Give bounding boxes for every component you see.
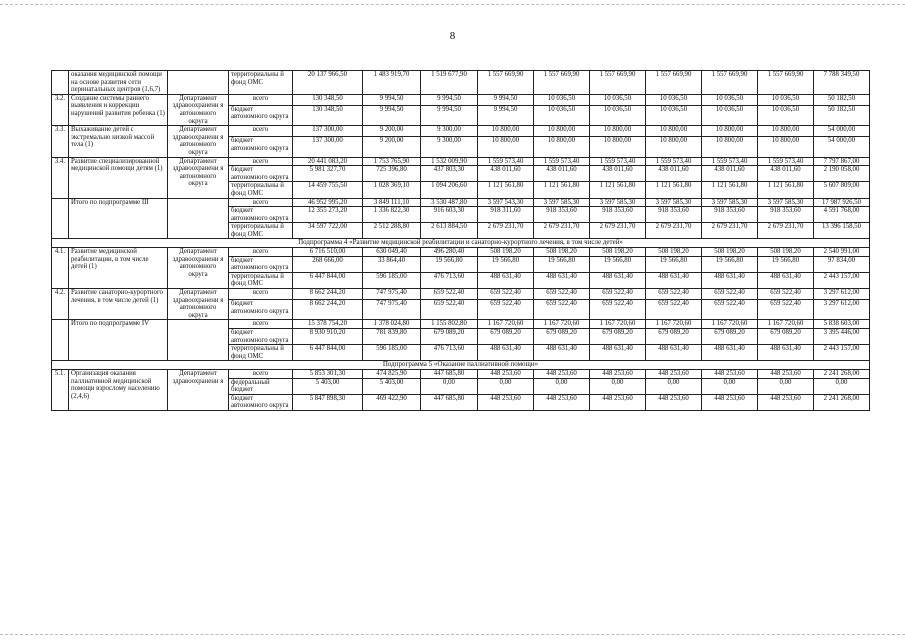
page-number: 8 bbox=[449, 30, 456, 42]
amount-year: 448 253,60 bbox=[534, 369, 590, 378]
funding-source: бюджет автономного округа bbox=[229, 105, 293, 126]
amount-year: 10 800,00 bbox=[534, 126, 590, 137]
funding-source: территориальны й фонд ОМС bbox=[229, 223, 293, 239]
table-row bbox=[52, 248, 870, 257]
amount-year: 448 253,60 bbox=[646, 369, 702, 378]
responsible-department bbox=[168, 71, 229, 95]
amount-year: 659 522,40 bbox=[421, 299, 478, 320]
amount-year: 488 631,40 bbox=[534, 345, 590, 361]
amount-year: 659 522,40 bbox=[702, 299, 758, 320]
responsible-department: Департамент здравоохранени я bbox=[168, 369, 229, 410]
amount-year: 10 036,50 bbox=[590, 105, 646, 126]
amount-year: 488 631,40 bbox=[702, 272, 758, 288]
amount-total: 46 952 995,20 bbox=[293, 198, 363, 207]
funding-source: территориальны й фонд ОМС bbox=[229, 71, 293, 95]
amount-year: 10 800,00 bbox=[590, 126, 646, 137]
amount-year: 1 559 573,40 bbox=[702, 157, 758, 166]
amount-year: 596 185,00 bbox=[363, 272, 421, 288]
amount-year: 2 679 231,70 bbox=[534, 223, 590, 239]
amount-year: 1 559 573,40 bbox=[646, 157, 702, 166]
amount-year: 3 597 543,30 bbox=[478, 198, 534, 207]
amount-year: 9 300,00 bbox=[421, 137, 478, 158]
amount-period: 3 297 612,00 bbox=[814, 289, 870, 300]
amount-year: 1 519 677,90 bbox=[421, 71, 478, 95]
amount-year: 9 994,50 bbox=[478, 105, 534, 126]
amount-year: 1 557 669,90 bbox=[702, 71, 758, 95]
amount-year: 679 089,20 bbox=[646, 329, 702, 345]
amount-year: 1 557 669,90 bbox=[590, 71, 646, 95]
amount-year: 438 011,60 bbox=[702, 166, 758, 182]
amount-year: 9 200,00 bbox=[363, 137, 421, 158]
amount-year: 3 597 585,30 bbox=[534, 198, 590, 207]
amount-year: 448 253,60 bbox=[758, 369, 814, 378]
amount-year: 659 522,40 bbox=[590, 299, 646, 320]
amount-period: 13 396 158,50 bbox=[814, 223, 870, 239]
amount-year: 488 631,40 bbox=[478, 272, 534, 288]
amount-total: 137 300,00 bbox=[293, 126, 363, 137]
amount-year: 437 803,30 bbox=[421, 166, 478, 182]
amount-year: 448 253,60 bbox=[702, 394, 758, 410]
amount-total: 14 459 755,50 bbox=[293, 182, 363, 198]
amount-year: 1 532 009,90 bbox=[421, 157, 478, 166]
amount-year: 0,00 bbox=[478, 378, 534, 394]
amount-total: 5 403,00 bbox=[293, 378, 363, 394]
amount-year: 438 011,60 bbox=[478, 166, 534, 182]
amount-year: 781 839,80 bbox=[363, 329, 421, 345]
amount-year: 488 631,40 bbox=[646, 345, 702, 361]
amount-period: 2 443 157,00 bbox=[814, 345, 870, 361]
amount-year: 488 631,40 bbox=[534, 272, 590, 288]
amount-year: 918 353,60 bbox=[702, 207, 758, 223]
amount-year: 1 121 561,80 bbox=[590, 182, 646, 198]
amount-year: 3 597 585,30 bbox=[590, 198, 646, 207]
amount-total: 20 441 083,20 bbox=[293, 157, 363, 166]
row-number: 5.1. bbox=[52, 369, 69, 410]
budget-table-body bbox=[52, 71, 870, 411]
amount-year: 19 566,80 bbox=[590, 256, 646, 272]
amount-year: 659 522,40 bbox=[646, 299, 702, 320]
amount-year: 19 566,80 bbox=[646, 256, 702, 272]
amount-year: 679 089,20 bbox=[478, 329, 534, 345]
amount-period: 2 443 157,00 bbox=[814, 272, 870, 288]
amount-year: 679 089,20 bbox=[758, 329, 814, 345]
amount-period: 2 241 268,00 bbox=[814, 394, 870, 410]
row-number bbox=[52, 198, 69, 239]
amount-year: 1 557 669,90 bbox=[534, 71, 590, 95]
amount-year: 918 353,60 bbox=[758, 207, 814, 223]
amount-period: 2 241 268,00 bbox=[814, 369, 870, 378]
amount-year: 659 522,40 bbox=[421, 289, 478, 300]
funding-source: всего bbox=[229, 126, 293, 137]
responsible-department bbox=[168, 320, 229, 361]
amount-year: 488 631,40 bbox=[590, 345, 646, 361]
amount-year: 33 864,40 bbox=[363, 256, 421, 272]
responsible-department: Департамент здравоохранени я автономного округа bbox=[168, 248, 229, 289]
amount-year: 19 566,80 bbox=[534, 256, 590, 272]
table-row bbox=[52, 289, 870, 300]
amount-total: 6 716 510,00 bbox=[293, 248, 363, 257]
amount-period: 54 000,00 bbox=[814, 126, 870, 137]
amount-year: 2 679 231,70 bbox=[590, 223, 646, 239]
amount-year: 476 713,60 bbox=[421, 272, 478, 288]
amount-year: 918 311,60 bbox=[478, 207, 534, 223]
amount-year: 916 603,30 bbox=[421, 207, 478, 223]
amount-period: 0,00 bbox=[814, 378, 870, 394]
amount-year: 659 522,40 bbox=[702, 289, 758, 300]
amount-period: 4 591 768,00 bbox=[814, 207, 870, 223]
amount-year: 659 522,40 bbox=[478, 299, 534, 320]
amount-year: 19 566,80 bbox=[758, 256, 814, 272]
funding-source: всего bbox=[229, 320, 293, 329]
row-number: 3.3. bbox=[52, 126, 69, 157]
amount-year: 447 685,80 bbox=[421, 394, 478, 410]
subprogram-title: Подпрограмма 5 «Оказание паллиативной помощи» bbox=[52, 361, 870, 370]
amount-year: 438 011,60 bbox=[758, 166, 814, 182]
amount-year: 1 167 720,60 bbox=[590, 320, 646, 329]
amount-year: 659 522,40 bbox=[646, 289, 702, 300]
row-number: 4.1. bbox=[52, 248, 69, 289]
amount-year: 10 800,00 bbox=[646, 137, 702, 158]
amount-year: 659 522,40 bbox=[534, 299, 590, 320]
funding-source: всего bbox=[229, 289, 293, 300]
funding-source: территориальны й фонд ОМС bbox=[229, 345, 293, 361]
amount-year: 5 403,00 bbox=[363, 378, 421, 394]
amount-year: 2 679 231,70 bbox=[478, 223, 534, 239]
amount-year: 488 631,40 bbox=[702, 345, 758, 361]
amount-year: 679 089,20 bbox=[534, 329, 590, 345]
amount-year: 1 559 573,40 bbox=[758, 157, 814, 166]
subprogram-title: Подпрограмма 4 «Развитие медицинской реабилитации и санаторно-курортного лечения, в том числе детей» bbox=[52, 239, 870, 248]
funding-source: бюджет автономного округа bbox=[229, 137, 293, 158]
amount-period: 3 297 612,00 bbox=[814, 299, 870, 320]
amount-year: 596 185,00 bbox=[363, 345, 421, 361]
funding-source: федеральный бюджет bbox=[229, 378, 293, 394]
amount-year: 508 198,20 bbox=[758, 248, 814, 257]
amount-total: 6 447 844,00 bbox=[293, 345, 363, 361]
amount-total: 137 300,00 bbox=[293, 137, 363, 158]
row-number bbox=[52, 71, 69, 95]
funding-source: территориальны й фонд ОМС bbox=[229, 182, 293, 198]
amount-year: 9 994,50 bbox=[363, 94, 421, 105]
amount-period: 7 788 349,50 bbox=[814, 71, 870, 95]
amount-year: 1 094 206,60 bbox=[421, 182, 478, 198]
amount-year: 488 631,40 bbox=[758, 272, 814, 288]
amount-year: 2 613 884,50 bbox=[421, 223, 478, 239]
amount-period: 50 182,50 bbox=[814, 94, 870, 105]
amount-total: 8 930 910,20 bbox=[293, 329, 363, 345]
amount-year: 3 597 585,30 bbox=[702, 198, 758, 207]
amount-year: 1 559 573,40 bbox=[478, 157, 534, 166]
amount-total: 8 662 244,20 bbox=[293, 289, 363, 300]
amount-year: 448 253,60 bbox=[590, 394, 646, 410]
amount-year: 488 631,40 bbox=[758, 345, 814, 361]
amount-year: 508 198,20 bbox=[478, 248, 534, 257]
funding-source: бюджет автономного округа bbox=[229, 394, 293, 410]
amount-year: 1 167 720,60 bbox=[534, 320, 590, 329]
amount-year: 1 167 720,60 bbox=[478, 320, 534, 329]
amount-year: 10 036,50 bbox=[758, 105, 814, 126]
amount-year: 1 559 573,40 bbox=[590, 157, 646, 166]
amount-year: 10 036,50 bbox=[702, 105, 758, 126]
amount-period: 2 540 991,00 bbox=[814, 248, 870, 257]
amount-period: 3 395 446,00 bbox=[814, 329, 870, 345]
amount-year: 1 378 024,80 bbox=[363, 320, 421, 329]
amount-year: 1 557 669,90 bbox=[758, 71, 814, 95]
funding-source: бюджет автономного округа bbox=[229, 329, 293, 345]
funding-source: бюджет автономного округа bbox=[229, 256, 293, 272]
amount-year: 0,00 bbox=[758, 378, 814, 394]
responsible-department: Департамент здравоохранени я автономного округа bbox=[168, 157, 229, 198]
table-row bbox=[52, 157, 870, 166]
amount-year: 448 253,60 bbox=[646, 394, 702, 410]
amount-year: 918 353,60 bbox=[590, 207, 646, 223]
activity-name: Развитие санаторно-курортного лечения, в том числе детей (1) bbox=[69, 289, 168, 320]
amount-year: 448 253,60 bbox=[478, 394, 534, 410]
amount-total: 130 348,50 bbox=[293, 105, 363, 126]
table-row bbox=[52, 126, 870, 137]
table-row bbox=[52, 94, 870, 105]
amount-year: 9 200,00 bbox=[363, 126, 421, 137]
amount-year: 679 089,20 bbox=[590, 329, 646, 345]
amount-year: 10 036,50 bbox=[646, 105, 702, 126]
subprogram-header-row bbox=[52, 239, 870, 248]
amount-year: 1 167 720,60 bbox=[702, 320, 758, 329]
amount-period: 54 000,00 bbox=[814, 137, 870, 158]
amount-total: 5 847 898,30 bbox=[293, 394, 363, 410]
amount-year: 19 566,80 bbox=[421, 256, 478, 272]
amount-total: 15 378 754,20 bbox=[293, 320, 363, 329]
amount-year: 10 800,00 bbox=[758, 126, 814, 137]
amount-year: 9 994,50 bbox=[421, 94, 478, 105]
amount-year: 1 559 573,40 bbox=[534, 157, 590, 166]
amount-total: 20 137 966,50 bbox=[293, 71, 363, 95]
responsible-department: Департамент здравоохранени я автономного округа bbox=[168, 289, 229, 320]
row-number: 4.2. bbox=[52, 289, 69, 320]
activity-name: Итого по подпрограмме III bbox=[69, 198, 168, 239]
amount-year: 10 800,00 bbox=[478, 137, 534, 158]
amount-year: 10 036,50 bbox=[534, 94, 590, 105]
row-number bbox=[52, 320, 69, 361]
amount-year: 679 089,20 bbox=[421, 329, 478, 345]
table-row bbox=[52, 71, 870, 95]
amount-year: 19 566,80 bbox=[702, 256, 758, 272]
amount-year: 3 597 585,30 bbox=[646, 198, 702, 207]
amount-year: 488 631,40 bbox=[646, 272, 702, 288]
amount-year: 1 155 802,80 bbox=[421, 320, 478, 329]
amount-year: 9 300,00 bbox=[421, 126, 478, 137]
amount-year: 10 800,00 bbox=[702, 137, 758, 158]
funding-source: бюджет автономного округа bbox=[229, 299, 293, 320]
amount-period: 5 607 809,00 bbox=[814, 182, 870, 198]
amount-year: 448 253,60 bbox=[590, 369, 646, 378]
amount-year: 10 036,50 bbox=[534, 105, 590, 126]
amount-period: 7 797 867,00 bbox=[814, 157, 870, 166]
amount-year: 1 121 561,80 bbox=[702, 182, 758, 198]
amount-year: 0,00 bbox=[534, 378, 590, 394]
amount-year: 1 483 919,70 bbox=[363, 71, 421, 95]
amount-year: 1 121 561,80 bbox=[758, 182, 814, 198]
amount-year: 448 253,60 bbox=[534, 394, 590, 410]
amount-total: 5 853 301,30 bbox=[293, 369, 363, 378]
amount-year: 9 994,50 bbox=[478, 94, 534, 105]
amount-year: 659 522,40 bbox=[758, 299, 814, 320]
amount-year: 659 522,40 bbox=[758, 289, 814, 300]
amount-year: 508 198,20 bbox=[646, 248, 702, 257]
amount-year: 747 975,40 bbox=[363, 299, 421, 320]
activity-name: Организация оказания паллиативной медицинской помощи взрослому населению (2,4,6) bbox=[69, 369, 168, 410]
amount-year: 508 198,20 bbox=[534, 248, 590, 257]
amount-year: 10 800,00 bbox=[534, 137, 590, 158]
amount-total: 130 348,50 bbox=[293, 94, 363, 105]
table-row bbox=[52, 198, 870, 207]
amount-year: 2 512 288,80 bbox=[363, 223, 421, 239]
activity-name: Выхаживание детей с экстремально низкой массой тела (1) bbox=[69, 126, 168, 157]
amount-year: 476 713,60 bbox=[421, 345, 478, 361]
amount-year: 3 597 585,30 bbox=[758, 198, 814, 207]
responsible-department: Департамент здравоохранени я автономного округа bbox=[168, 94, 229, 125]
amount-year: 1 121 561,80 bbox=[478, 182, 534, 198]
amount-period: 97 834,00 bbox=[814, 256, 870, 272]
responsible-department bbox=[168, 198, 229, 239]
top-scan-edge bbox=[0, 4, 905, 5]
activity-name: Создание системы раннего выявления и коррекции нарушений развития ребенка (1) bbox=[69, 94, 168, 125]
amount-year: 1 167 720,60 bbox=[646, 320, 702, 329]
amount-year: 0,00 bbox=[702, 378, 758, 394]
amount-period: 2 190 058,00 bbox=[814, 166, 870, 182]
amount-period: 50 182,50 bbox=[814, 105, 870, 126]
amount-total: 6 447 844,00 bbox=[293, 272, 363, 288]
amount-year: 448 253,60 bbox=[758, 394, 814, 410]
budget-table bbox=[51, 70, 870, 411]
amount-year: 10 800,00 bbox=[478, 126, 534, 137]
amount-year: 9 994,50 bbox=[363, 105, 421, 126]
funding-source: всего bbox=[229, 248, 293, 257]
amount-year: 2 679 231,70 bbox=[646, 223, 702, 239]
amount-year: 488 631,40 bbox=[590, 272, 646, 288]
amount-year: 1 028 369,10 bbox=[363, 182, 421, 198]
amount-year: 496 280,40 bbox=[421, 248, 478, 257]
funding-source: всего bbox=[229, 198, 293, 207]
amount-year: 3 849 111,10 bbox=[363, 198, 421, 207]
funding-source: территориальны й фонд ОМС bbox=[229, 272, 293, 288]
amount-year: 488 631,40 bbox=[478, 345, 534, 361]
bottom-scan-edge bbox=[0, 634, 905, 635]
amount-year: 10 036,50 bbox=[758, 94, 814, 105]
row-number: 3.2. bbox=[52, 94, 69, 125]
amount-year: 448 253,60 bbox=[478, 369, 534, 378]
table-row bbox=[52, 320, 870, 329]
amount-year: 3 530 487,80 bbox=[421, 198, 478, 207]
funding-source: всего bbox=[229, 369, 293, 378]
amount-year: 1 121 561,80 bbox=[646, 182, 702, 198]
amount-year: 508 198,20 bbox=[702, 248, 758, 257]
amount-year: 1 557 669,90 bbox=[478, 71, 534, 95]
amount-year: 10 800,00 bbox=[758, 137, 814, 158]
amount-year: 0,00 bbox=[646, 378, 702, 394]
amount-year: 1 167 720,60 bbox=[758, 320, 814, 329]
amount-year: 659 522,40 bbox=[478, 289, 534, 300]
amount-total: 34 597 722,00 bbox=[293, 223, 363, 239]
responsible-department: Департамент здравоохранени я автономного округа bbox=[168, 126, 229, 157]
amount-year: 725 396,80 bbox=[363, 166, 421, 182]
amount-period: 17 987 926,50 bbox=[814, 198, 870, 207]
amount-year: 469 422,90 bbox=[363, 394, 421, 410]
amount-year: 1 336 822,30 bbox=[363, 207, 421, 223]
amount-year: 10 800,00 bbox=[646, 126, 702, 137]
amount-period: 5 838 603,00 bbox=[814, 320, 870, 329]
amount-year: 659 522,40 bbox=[534, 289, 590, 300]
amount-year: 474 825,90 bbox=[363, 369, 421, 378]
amount-year: 747 975,40 bbox=[363, 289, 421, 300]
funding-source: всего bbox=[229, 157, 293, 166]
funding-source: бюджет автономного округа bbox=[229, 207, 293, 223]
amount-year: 2 679 231,70 bbox=[758, 223, 814, 239]
amount-year: 1 121 561,80 bbox=[534, 182, 590, 198]
funding-source: всего bbox=[229, 94, 293, 105]
amount-year: 10 036,50 bbox=[702, 94, 758, 105]
amount-year: 447 685,80 bbox=[421, 369, 478, 378]
activity-name: Развитие медицинской реабилитации, в том числе детей (1) bbox=[69, 248, 168, 289]
amount-year: 448 253,60 bbox=[702, 369, 758, 378]
amount-year: 438 011,60 bbox=[534, 166, 590, 182]
amount-year: 19 566,80 bbox=[478, 256, 534, 272]
amount-year: 9 994,50 bbox=[421, 105, 478, 126]
amount-total: 268 666,00 bbox=[293, 256, 363, 272]
row-number: 3.4. bbox=[52, 157, 69, 198]
amount-year: 10 800,00 bbox=[702, 126, 758, 137]
amount-year: 0,00 bbox=[421, 378, 478, 394]
amount-total: 5 981 327,70 bbox=[293, 166, 363, 182]
amount-year: 1 557 669,90 bbox=[646, 71, 702, 95]
subprogram-header-row bbox=[52, 361, 870, 370]
amount-year: 10 036,50 bbox=[646, 94, 702, 105]
amount-year: 10 036,50 bbox=[590, 94, 646, 105]
amount-year: 438 011,60 bbox=[590, 166, 646, 182]
amount-year: 2 679 231,70 bbox=[702, 223, 758, 239]
amount-year: 0,00 bbox=[590, 378, 646, 394]
amount-year: 10 800,00 bbox=[590, 137, 646, 158]
amount-year: 508 198,20 bbox=[590, 248, 646, 257]
table-row bbox=[52, 369, 870, 378]
amount-total: 12 355 273,20 bbox=[293, 207, 363, 223]
budget-table-container bbox=[51, 70, 869, 411]
funding-source: бюджет автономного округа bbox=[229, 166, 293, 182]
amount-year: 438 011,60 bbox=[646, 166, 702, 182]
activity-name: Развитие специализированной медицинской помощи детям (1) bbox=[69, 157, 168, 198]
activity-name: оказания медицинской помощи на основе развития сети перинатальных центров (1,6,7) bbox=[69, 71, 168, 95]
amount-year: 630 049,40 bbox=[363, 248, 421, 257]
amount-year: 659 522,40 bbox=[590, 289, 646, 300]
amount-year: 1 753 765,90 bbox=[363, 157, 421, 166]
amount-year: 918 353,60 bbox=[534, 207, 590, 223]
amount-year: 679 089,20 bbox=[702, 329, 758, 345]
amount-total: 8 662 244,20 bbox=[293, 299, 363, 320]
amount-year: 918 353,60 bbox=[646, 207, 702, 223]
activity-name: Итого по подпрограмме IV bbox=[69, 320, 168, 361]
